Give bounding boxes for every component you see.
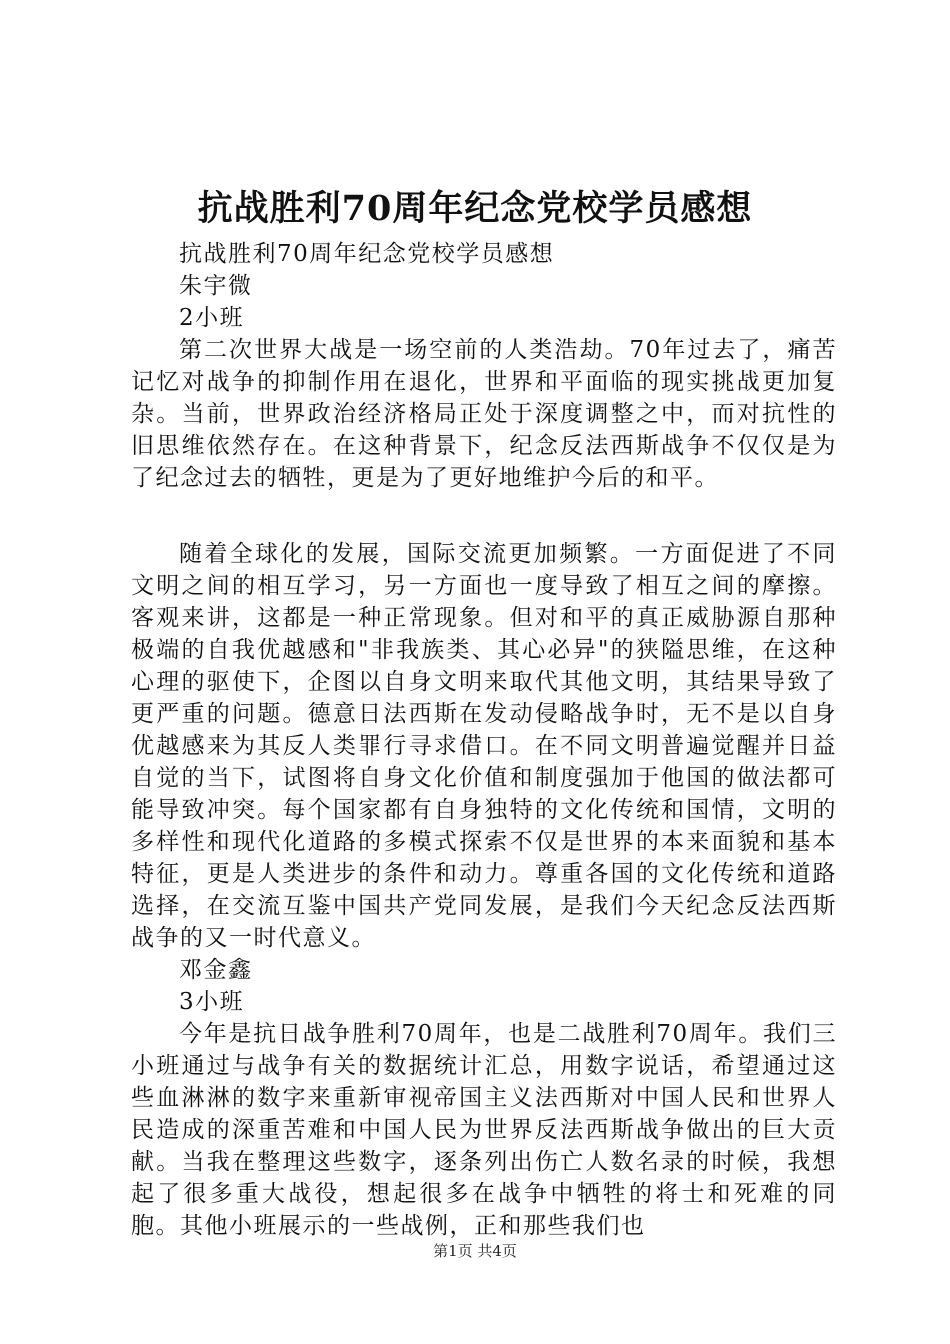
paragraph: 随着全球化的发展，国际交流更加频繁。一方面促进了不同文明之间的相互学习，另一方面也一度导致了相互之间的摩擦。客观来讲，这都是一种正常现象。但对和平的真正威胁源自那种极端的自我优越感和"非我族类、其心必异"的狭隘思维，在这种心理的驱使下，企图以自身文明来取代其他文明，其结果导致了更严重的问题。德意日法西斯在发动侵略战争时，无不是以自身优越感来为其反人类罪行寻求借口。在不同文明普遍觉醒并日益自觉的当下，试图将自身文化价值和制度强加于他国的做法都可能导致冲突。每个国家都有自身独特的文化传统和国情，文明的多样性和现代化道路的多模式探索不仅是世界的本来面貌和基本特征，更是人类进步的条件和动力。尊重各国的文化传统和道路选择，在交流互鉴中国共产党同发展，是我们今天纪念反法西斯战争的又一时代意义。	[131, 541, 837, 951]
paragraph-gap	[131, 494, 837, 538]
page-footer: 第1页 共4页	[433, 1242, 517, 1260]
class-name: 3小班	[179, 989, 245, 1015]
paragraph: 第二次世界大战是一场空前的人类浩劫。70年过去了，痛苦记忆对战争的抑制作用在退化，世界和平面临的现实挑战更加复杂。当前，世界政治经济格局正处于深度调整之中，而对抗性的旧思维依然存在。在这种背景下，纪念反法西斯战争不仅仅是为了纪念过去的牺牲，更是为了更好地维护今后的和平。	[131, 337, 837, 491]
document-title: 抗战胜利70周年纪念党校学员感想	[197, 188, 753, 229]
document-body	[131, 238, 837, 1242]
author-name: 朱宇微	[179, 273, 253, 299]
class-name: 2小班	[179, 305, 245, 331]
author-name: 邓金鑫	[179, 957, 253, 983]
subtitle-line: 抗战胜利70周年纪念党校学员感想	[179, 241, 555, 267]
paragraph: 今年是抗日战争胜利70周年，也是二战胜利70周年。我们三小班通过与战争有关的数据统计汇总，用数字说话，希望通过这些血淋淋的数字来重新审视帝国主义法西斯对中国人民和世界人民造成的深重苦难和中国人民为世界反法西斯战争做出的巨大贡献。当我在整理这些数字，逐条列出伤亡人数名录的时候，我想起了很多重大战役，想起很多在战争中牺牲的将士和死难的同胞。其他小班展示的一些战例，正和那些我们也	[131, 1021, 837, 1239]
